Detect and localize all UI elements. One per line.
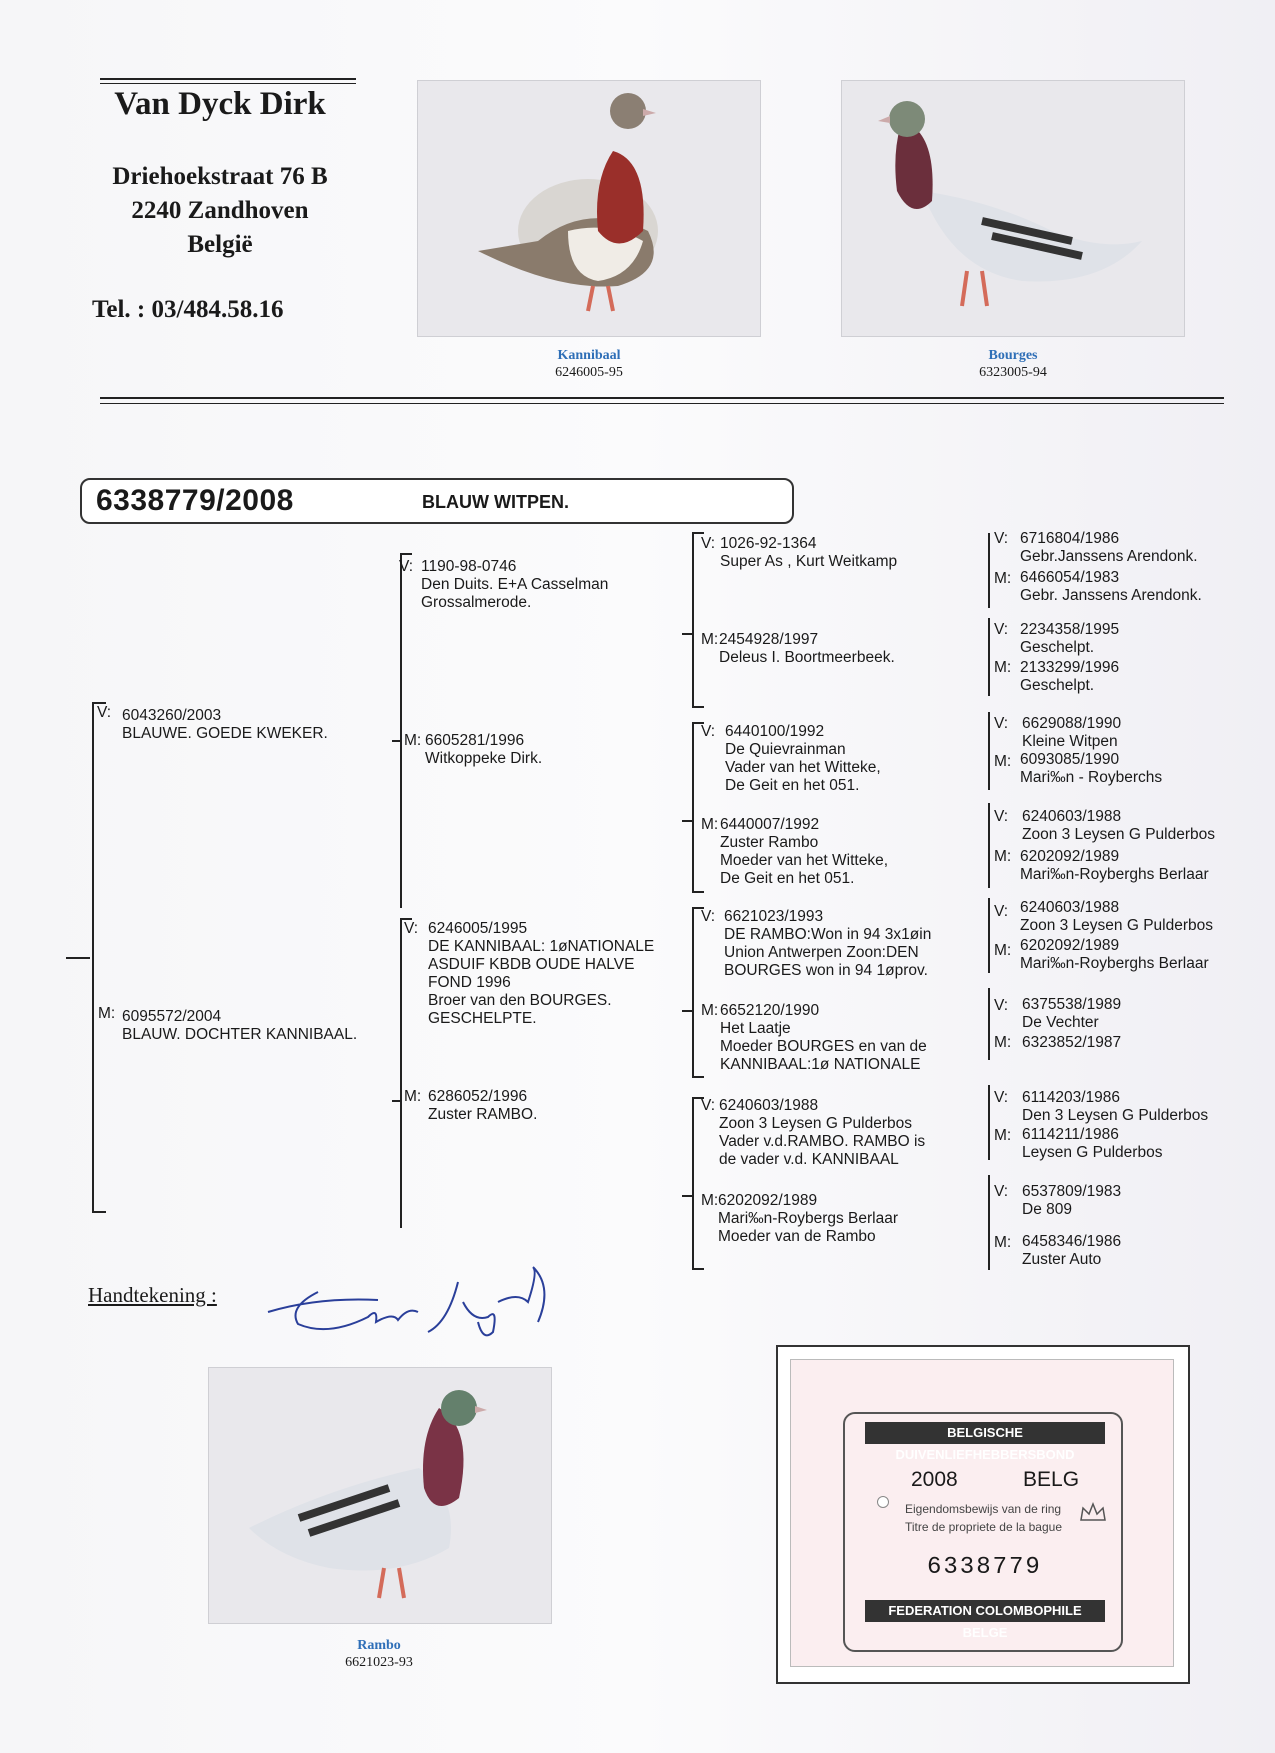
gen3-5-label: M: [701,1002,719,1019]
gen2-1-label: M: [404,732,422,749]
gen3-tick-2b [692,891,704,893]
gen2-bracket-bottom [400,918,402,1228]
header-rule-top [100,78,356,80]
gen2-tick-1 [400,553,412,555]
certificate-year: 2008 [911,1468,958,1491]
certificate-country: BELG [1023,1468,1080,1491]
caption-kannibaal-name: Kannibaal [557,348,621,363]
bird-ring-number: 6338779/2008 [96,484,294,517]
gen4-bracket-2 [988,618,990,696]
gen4-2-text: 2234358/1995 Geschelpt. [1020,621,1120,656]
gen3-2-label: V: [701,723,716,740]
gen1-tick-bottom [92,1211,106,1213]
gen3-3-label: M: [701,816,719,833]
gen4-6-text: 6240603/1988 Zoon 3 Leysen G Pulderbos [1022,808,1216,843]
gen4-5-label: M: [994,753,1012,770]
certificate-number: 6338779 [927,1554,1042,1581]
gen4-15-label: M: [994,1234,1012,1251]
gen2-0-label: V: [399,558,414,575]
gen4-13-label: M: [994,1127,1012,1144]
gen4-7-label: M: [994,848,1012,865]
gen1-dam-text: 6095572/2004 BLAUW. DOCHTER KANNIBAAL. [122,1008,358,1043]
gen4-8-text: 6240603/1988 Zoon 3 Leysen G Pulderbos [1020,899,1214,934]
gen3-0-text: 1026-92-1364 Super As , Kurt Weitkamp [720,535,898,570]
gen3-bracket-4 [692,1097,694,1269]
bird-color: BLAUW WITPEN. [422,492,569,512]
gen3-4-text: 6621023/1993 DE RAMBO:Won in 94 3x1øin Union Antwerpen Zoon:DEN BOURGES won in 94 1øprov. [724,908,932,979]
gen3-0-label: V: [701,535,716,552]
gen4-bracket-8 [988,1175,990,1270]
gen1-sire-label: V: [97,704,112,721]
gen3-tick-4b [692,1268,704,1270]
gen4-1-text: 6466054/1983 Gebr. Janssens Arendonk. [1020,569,1202,604]
gen2-bracket-top [400,553,402,908]
pigeon-image-bourges [842,81,1184,336]
gen4-bracket-1 [988,533,990,608]
certificate-top-banner: BELGISCHE DUIVENLIEFHEBBERSBOND [865,1422,1105,1444]
gen2-0-text: 1190-98-0746 Den Duits. E+A Casselman Grossalmerode. [421,558,609,611]
caption-bourges-name: Bourges [988,348,1038,363]
gen4-9-label: M: [994,942,1012,959]
gen3-4-label: V: [701,908,716,925]
photo-kannibaal [417,80,761,337]
gen4-4-label: V: [994,715,1009,732]
gen4-11-text: 6323852/1987 [1022,1034,1122,1051]
certificate-line2: Titre de propriete de la bague [905,1520,1062,1534]
gen3-tick-1b [692,706,704,708]
gen4-9-text: 6202092/1989 Mari‰n-Roybergh‍s Berlaar [1020,937,1209,972]
gen3-bracket-1 [692,532,694,707]
gen3-7-label: M: [701,1192,719,1209]
gen4-4-text: 6629088/1990 Kleine Witpen [1022,715,1122,750]
gen2-tick-2 [392,740,402,742]
gen4-11-label: M: [994,1034,1012,1051]
owner-address [80,160,360,262]
ring-certificate [776,1345,1190,1684]
gen4-bracket-6 [988,988,990,1060]
gen4-10-text: 6375538/1989 De Vechter [1022,996,1122,1031]
gen4-bracket-3 [988,712,990,790]
caption-rambo-name: Rambo [357,1638,401,1653]
gen3-tick-4c [682,1195,692,1197]
caption-bourges-ring: 6323005-94 [979,365,1047,380]
owner-city: 2240 Zandhoven [131,197,309,224]
owner-country: België [187,231,253,258]
bird-ring-box [80,478,794,524]
gen2-2-label: V: [404,920,419,937]
gen2-tick-4 [392,1100,402,1102]
gen4-8-label: V: [994,903,1009,920]
gen3-bracket-3 [692,907,694,1077]
gen4-bracket-5 [988,898,990,973]
gen1-dam-label: M: [98,1005,116,1022]
gen4-2-label: V: [994,621,1009,638]
gen3-6-text: 6240603/1988 Zoon 3 Leysen G Pulderbos Vader v.d.RAMBO. RAMBO is de vader v.d. KANNIBAAL [719,1097,926,1168]
pigeon-image-kannibaal [418,81,760,336]
gen3-6-label: V: [701,1097,716,1114]
gen3-bracket-2 [692,722,694,892]
gen4-bracket-7 [988,1085,990,1160]
root-connector [66,957,90,959]
header-rule-top-thin [100,83,356,84]
gen2-1-text: 6605281/1996 Witkoppeke Dirk. [425,732,543,767]
gen4-10-label: V: [994,997,1009,1014]
gen4-15-text: 6458346/1986 Zuster Auto [1022,1233,1122,1268]
certificate-hole-icon [877,1496,889,1508]
caption-bourges [924,347,1102,381]
gen3-tick-1c [682,633,692,635]
gen4-3-label: M: [994,659,1012,676]
signature-label: Handtekening : [88,1283,217,1307]
caption-rambo-ring: 6621023-93 [345,1655,413,1670]
certificate-bottom-banner: FEDERATION COLOMBOPHILE BELGE [865,1600,1105,1622]
gen3-tick-3b [692,1076,704,1078]
gen4-5-text: 6093085/1990 Mari‰n - Royberchs [1020,751,1163,786]
photo-bourges [841,80,1185,337]
gen4-0-label: V: [994,530,1009,547]
signature-scribble [258,1262,558,1342]
gen3-7-text: 6202092/1989 Mari‰n-Roybergs Berlaar Moeder van de Rambo [718,1192,899,1245]
caption-kannibaal-ring: 6246005-95 [555,365,623,380]
gen3-2-text: 6440100/1992 De Quievrainman Vader van het Witteke, De Geit en het 051. [725,723,881,794]
gen4-3-text: 2133299/1996 Geschelpt. [1020,659,1120,694]
owner-street: Driehoekstraat 76 B [112,163,328,190]
gen4-6-label: V: [994,808,1009,825]
gen3-1-text: 2454928/1997 Deleus I. Boortmeerbeek. [719,631,895,666]
photo-rambo [208,1367,552,1624]
gen4-7-text: 6202092/1989 Mari‰n-Roybergh‍s Berlaar [1020,848,1209,883]
gen2-3-label: M: [404,1088,422,1105]
caption-kannibaal [500,347,678,381]
gen4-14-text: 6537809/1983 De 809 [1022,1183,1122,1218]
gen4-bracket-4 [988,803,990,888]
pigeon-image-rambo [209,1368,551,1623]
gen3-1-label: M: [701,631,719,648]
gen4-12-text: 6114203/1986 Den 3 Leysen G Pulderbos [1022,1089,1209,1124]
gen3-tick-1a [692,532,704,534]
gen3-tick-3c [682,1010,692,1012]
gen4-14-label: V: [994,1183,1009,1200]
crown-icon [1079,1500,1107,1524]
header-rule-bottom-thin [100,403,1224,404]
gen3-tick-2c [682,820,692,822]
owner-phone: Tel. : 03/484.58.16 [92,296,284,323]
gen3-3-text: 6440007/1992 Zuster Rambo Moeder van het Witteke, De Geit en het 051. [720,816,888,887]
header-rule-bottom [100,397,1224,399]
gen2-2-text: 6246005/1995 DE KANNIBAAL: 1øNATIONALE ASDUIF KBDB OUDE HALVE FOND 1996 Broer van den BOURGES. GESCHELPTE. [428,920,655,1027]
certificate-inner [790,1359,1174,1667]
owner-name: Van Dyck Dirk [114,86,326,122]
certificate-line1: Eigendomsbewijs van de ring [905,1502,1062,1516]
gen2-3-text: 6286052/1996 Zuster RAMBO. [428,1088,538,1123]
gen4-12-label: V: [994,1089,1009,1106]
caption-rambo [290,1637,468,1671]
gen4-13-text: 6114211/1986 Leysen G Pulderbos [1022,1126,1163,1161]
gen4-1-label: M: [994,570,1012,587]
gen4-0-text: 6716804/1986 Gebr.Janssens Arendonk. [1020,530,1198,565]
gen3-5-text: 6652120/1990 Het Laatje Moeder BOURGES en van de KANNIBAAL:1ø NATIONALE [720,1002,927,1073]
gen1-bracket [92,702,94,1212]
gen1-sire-text: 6043260/2003 BLAUWE. GOEDE KWEKER. [122,707,328,742]
